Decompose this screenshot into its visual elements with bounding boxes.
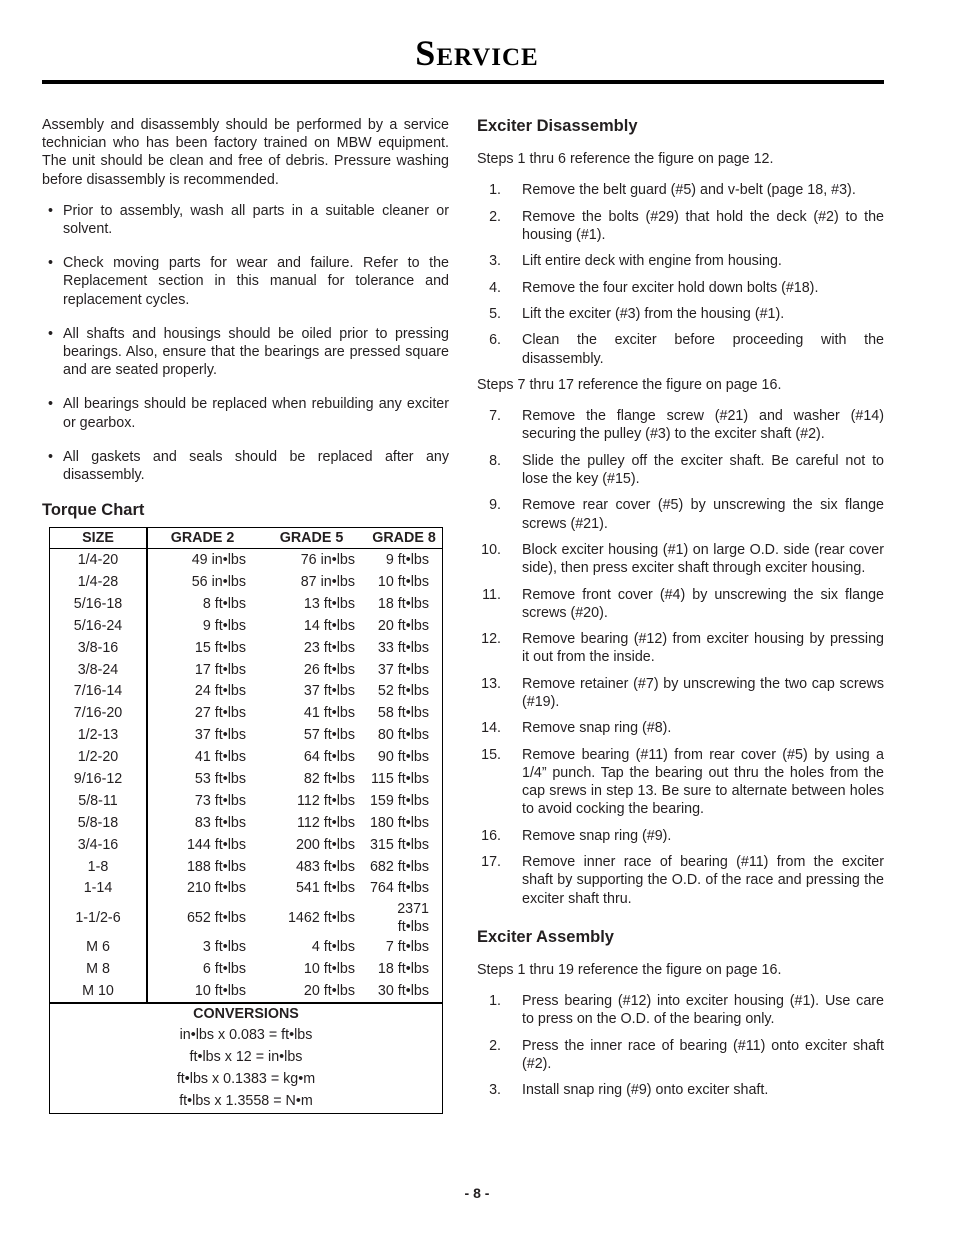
table-cell: 20 ft•lbs (377, 617, 429, 634)
table-cell: 188 ft•lbs (186, 858, 246, 875)
step-number: 11. (482, 586, 501, 603)
table-cell: 82 ft•lbs (303, 771, 355, 787)
table-cell: 1462 ft•lbs (287, 909, 355, 926)
step-item (477, 407, 884, 443)
step-number: 2. (489, 1037, 501, 1054)
table-cell: 115 ft•lbs (371, 771, 429, 787)
table-cell: 37 ft•lbs (377, 661, 429, 678)
step-item (477, 279, 884, 297)
bullet-icon: • (48, 325, 54, 342)
table-cell: 3/4-16 (50, 834, 148, 856)
column-header: GRADE 5 (257, 528, 366, 549)
table-row (50, 637, 443, 659)
step-item (477, 675, 884, 711)
step-number: 4. (489, 279, 501, 296)
step-text: Remove rear cover (#5) by unscrewing the six flange screws (#21). (522, 497, 884, 532)
table-row (50, 659, 443, 681)
step-item (477, 181, 884, 199)
step-text: Remove inner race of bearing (#11) from the exciter shaft by supporting the O.D. of the race and pressing the exciter shaft thru. (522, 854, 884, 907)
step-item (477, 746, 884, 819)
table-row (50, 878, 443, 900)
table-cell: 4 ft•lbs (311, 938, 355, 955)
step-item (477, 827, 884, 845)
step-text: Press the inner race of bearing (#11) onto exciter shaft (#2). (522, 1037, 884, 1072)
table-cell: 83 ft•lbs (194, 814, 246, 831)
table-row (50, 615, 443, 637)
list-item: • All gaskets and seals should be replaced after any disassembly. (48, 448, 449, 484)
conversion-line: in•lbs x 0.083 = ft•lbs (179, 1027, 313, 1044)
table-cell: 80 ft•lbs (377, 727, 429, 744)
table-cell: 5/8-18 (50, 812, 148, 834)
table-cell: 26 ft•lbs (303, 661, 355, 678)
table-cell: 144 ft•lbs (186, 836, 246, 853)
table-row (50, 681, 443, 703)
table-cell: 112 ft•lbs (297, 814, 355, 831)
table-cell: 1/4-28 (50, 571, 148, 593)
table-cell: 56 in•lbs (191, 573, 246, 590)
table-row (50, 549, 443, 571)
table-cell: 1-1/2-6 (50, 900, 148, 936)
table-row (50, 702, 443, 724)
step-item (477, 305, 884, 323)
step-item (477, 331, 884, 367)
step-text: Slide the pulley off the exciter shaft. Be careful not to lose the key (#15). (522, 452, 884, 487)
table-cell: 41 ft•lbs (303, 705, 355, 722)
table-cell: 18 ft•lbs (377, 960, 429, 977)
table-cell: 5/16-18 (50, 593, 148, 615)
step-text: Remove bearing (#11) from rear cover (#5) by using a 1/4” punch. Tap the bearing out thru the holes from the cap srews in step 13. Be sure to alternate between holes to avoid cocking the bearing. (522, 746, 884, 818)
right-column (477, 116, 884, 1107)
list-item: • Check moving parts for wear and failure. Refer to the Replacement section in this manual for tolerance and replacement cycles. (48, 255, 449, 308)
table-cell: 5/16-24 (50, 615, 148, 637)
step-item (477, 208, 884, 244)
table-cell: 3/8-16 (50, 637, 148, 659)
table-cell: 200 ft•lbs (295, 836, 355, 853)
step-number: 1. (489, 182, 501, 199)
table-cell: 5/8-11 (50, 790, 148, 812)
step-number: 10. (481, 541, 501, 558)
conversion-line: ft•lbs x 0.1383 = kg•m (176, 1070, 316, 1087)
table-row (50, 856, 443, 878)
step-item (477, 1037, 884, 1073)
list-item: • All shafts and housings should be oiled prior to pressing bearings. Also, ensure that the bearings are pressed square and are seated properly. (48, 325, 449, 379)
step-text: Remove the belt guard (#5) and v-belt (page 18, #3). (522, 182, 856, 199)
table-cell: 76 in•lbs (300, 552, 355, 569)
table-cell: 18 ft•lbs (377, 595, 429, 612)
table-cell: 10 ft•lbs (194, 982, 246, 999)
table-cell: 23 ft•lbs (303, 639, 355, 656)
table-cell: 541 ft•lbs (295, 880, 355, 897)
table-row (50, 958, 443, 980)
table-cell: 14 ft•lbs (303, 617, 355, 634)
table-row (50, 834, 443, 856)
table-cell: 53 ft•lbs (194, 771, 246, 787)
step-number: 16. (481, 827, 501, 844)
table-cell: 10 ft•lbs (303, 960, 355, 977)
table-cell: 41 ft•lbs (194, 749, 246, 766)
table-cell: 1-14 (50, 878, 148, 900)
table-cell: 7 ft•lbs (385, 938, 429, 955)
table-cell: 49 in•lbs (191, 552, 246, 569)
disassembly-steps-2 (477, 407, 884, 908)
step-item (477, 586, 884, 622)
table-cell: 58 ft•lbs (377, 705, 429, 722)
precautions-list (42, 202, 449, 484)
table-cell: 1/2-13 (50, 724, 148, 746)
step-item (477, 1081, 884, 1099)
step-item (477, 541, 884, 577)
table-cell: 764 ft•lbs (369, 880, 429, 897)
table-cell: 682 ft•lbs (369, 858, 429, 875)
intro-paragraph: Assembly and disassembly should be performed by a service technician who has been factory trained on MBW equipment. The unit should be clean and free of debris. Pressure washing before disassembly is recommended. (42, 117, 449, 188)
step-text: Block exciter housing (#1) on large O.D. side (rear cover side), then press exciter shaft through exciter housing. (522, 541, 884, 577)
list-item: • Prior to assembly, wash all parts in a suitable cleaner or solvent. (48, 202, 449, 238)
table-cell: 7/16-14 (50, 681, 148, 703)
step-text: Remove the flange screw (#21) and washer (#14) securing the pulley (#3) to the exciter shaft (#2). (522, 408, 884, 443)
table-row (50, 593, 443, 615)
table-cell: 1-8 (50, 856, 148, 878)
table-cell: 3/8-24 (50, 659, 148, 681)
table-cell: 210 ft•lbs (186, 880, 246, 897)
table-cell: 9 ft•lbs (385, 552, 429, 569)
step-text: Press bearing (#12) into exciter housing (#1). Use care to press on the O.D. of the bearing only. (522, 992, 884, 1028)
title-rule (42, 80, 884, 84)
table-cell: 13 ft•lbs (303, 595, 355, 612)
step-text: Install snap ring (#9) onto exciter shaft. (522, 1082, 769, 1099)
step-number: 3. (489, 1082, 501, 1099)
table-cell: 15 ft•lbs (194, 639, 246, 656)
disassembly-steps-1 (477, 181, 884, 368)
step-text: Remove front cover (#4) by unscrewing the six flange screws (#20). (522, 586, 884, 621)
table-cell: 8 ft•lbs (202, 595, 246, 612)
step-item (477, 252, 884, 270)
table-cell: 90 ft•lbs (377, 749, 429, 766)
conversions-heading: CONVERSIONS (193, 1005, 299, 1022)
list-item: • All bearings should be replaced when rebuilding any exciter or gearbox. (48, 396, 449, 431)
table-cell: 10 ft•lbs (377, 573, 429, 590)
torque-table (49, 527, 443, 1002)
step-number: 8. (489, 452, 501, 469)
step-text: Remove snap ring (#9). (522, 827, 672, 844)
step-number: 15. (481, 746, 501, 763)
conversion-line: ft•lbs x 12 = in•lbs (189, 1049, 303, 1066)
step-text: Remove the four exciter hold down bolts (#18). (522, 279, 819, 296)
table-cell: 159 ft•lbs (369, 792, 429, 809)
table-cell: 180 ft•lbs (369, 814, 429, 831)
table-cell: 1/4-20 (50, 549, 148, 571)
table-cell: 1/2-20 (50, 746, 148, 768)
table-cell: M 6 (50, 936, 148, 958)
step-text: Lift entire deck with engine from housing. (522, 253, 782, 270)
column-header: GRADE 2 (147, 528, 257, 549)
step-number: 5. (489, 305, 501, 322)
table-row (50, 936, 443, 958)
step-number: 13. (481, 675, 501, 692)
table-cell: 27 ft•lbs (194, 705, 246, 722)
table-cell: 7/16-20 (50, 702, 148, 724)
table-cell: 87 in•lbs (300, 573, 355, 590)
table-cell: 30 ft•lbs (377, 982, 429, 999)
step-text: Remove the bolts (#29) that hold the deck (#2) to the housing (#1). (522, 208, 884, 243)
step-item (477, 630, 884, 666)
table-cell: 33 ft•lbs (377, 639, 429, 656)
table-row (50, 790, 443, 812)
table-cell: 52 ft•lbs (377, 683, 429, 700)
table-cell: 112 ft•lbs (297, 792, 355, 809)
conversions-box (49, 1003, 443, 1114)
reference-note: Steps 1 thru 19 reference the figure on page 16. (477, 961, 782, 978)
table-row (50, 724, 443, 746)
bullet-icon: • (48, 255, 54, 272)
step-text: Remove bearing (#12) from exciter housing by pressing it out from the inside. (522, 631, 884, 666)
table-header-row (50, 528, 443, 549)
column-header: SIZE (50, 528, 148, 549)
step-text: Lift the exciter (#3) from the housing (#1). (522, 305, 785, 322)
step-text: Remove retainer (#7) by unscrewing the two cap screws (#19). (522, 675, 884, 710)
table-cell: 17 ft•lbs (194, 661, 246, 678)
step-number: 3. (489, 253, 501, 270)
table-cell: 9/16-12 (50, 768, 148, 790)
table-cell: 2371 ft•lbs (397, 900, 429, 935)
step-number: 6. (489, 332, 501, 349)
exciter-disassembly-heading: Exciter Disassembly (477, 117, 638, 135)
table-row (50, 746, 443, 768)
table-cell: 9 ft•lbs (202, 617, 246, 634)
column-header: GRADE 8 (366, 528, 443, 549)
table-cell: 24 ft•lbs (194, 683, 246, 700)
torque-chart-heading: Torque Chart (42, 501, 145, 520)
table-cell: M 10 (50, 980, 148, 1002)
table-row (50, 571, 443, 593)
step-number: 1. (489, 992, 501, 1009)
table-cell: 652 ft•lbs (186, 909, 246, 926)
step-number: 12. (481, 631, 501, 648)
step-number: 14. (481, 720, 501, 737)
reference-note: Steps 1 thru 6 reference the figure on page 12. (477, 151, 774, 167)
step-item (477, 992, 884, 1028)
step-text: Remove snap ring (#8). (522, 720, 672, 737)
conversion-line: ft•lbs x 1.3558 = N•m (179, 1092, 313, 1109)
torque-table-body (50, 549, 443, 1002)
table-cell: 315 ft•lbs (369, 836, 429, 853)
table-cell: 6 ft•lbs (202, 960, 246, 977)
bullet-icon: • (48, 396, 54, 413)
table-cell: M 8 (50, 958, 148, 980)
exciter-assembly-heading: Exciter Assembly (477, 927, 614, 946)
step-text: Clean the exciter before proceeding with the disassembly. (522, 332, 884, 367)
table-row (50, 768, 443, 790)
step-number: 9. (489, 497, 501, 514)
assembly-steps (477, 992, 884, 1099)
left-column (42, 116, 449, 1114)
bullet-icon: • (48, 448, 54, 465)
table-cell: 483 ft•lbs (295, 858, 355, 875)
page-title: Service (415, 33, 539, 73)
step-item (477, 853, 884, 908)
table-cell: 37 ft•lbs (303, 683, 355, 700)
step-item (477, 496, 884, 532)
page-number: - 8 - (464, 1185, 490, 1201)
step-item (477, 719, 884, 737)
step-item (477, 452, 884, 488)
bullet-icon: • (48, 202, 54, 219)
table-cell: 64 ft•lbs (303, 749, 355, 766)
table-cell: 37 ft•lbs (194, 727, 246, 744)
step-number: 17. (481, 854, 501, 871)
table-cell: 3 ft•lbs (202, 938, 246, 955)
table-cell: 20 ft•lbs (303, 982, 355, 999)
table-row (50, 900, 443, 936)
table-row (50, 812, 443, 834)
table-row (50, 980, 443, 1002)
step-number: 7. (489, 408, 501, 425)
table-cell: 57 ft•lbs (303, 727, 355, 744)
step-number: 2. (489, 208, 501, 225)
reference-note: Steps 7 thru 17 reference the figure on page 16. (477, 376, 782, 393)
table-cell: 73 ft•lbs (194, 792, 246, 809)
